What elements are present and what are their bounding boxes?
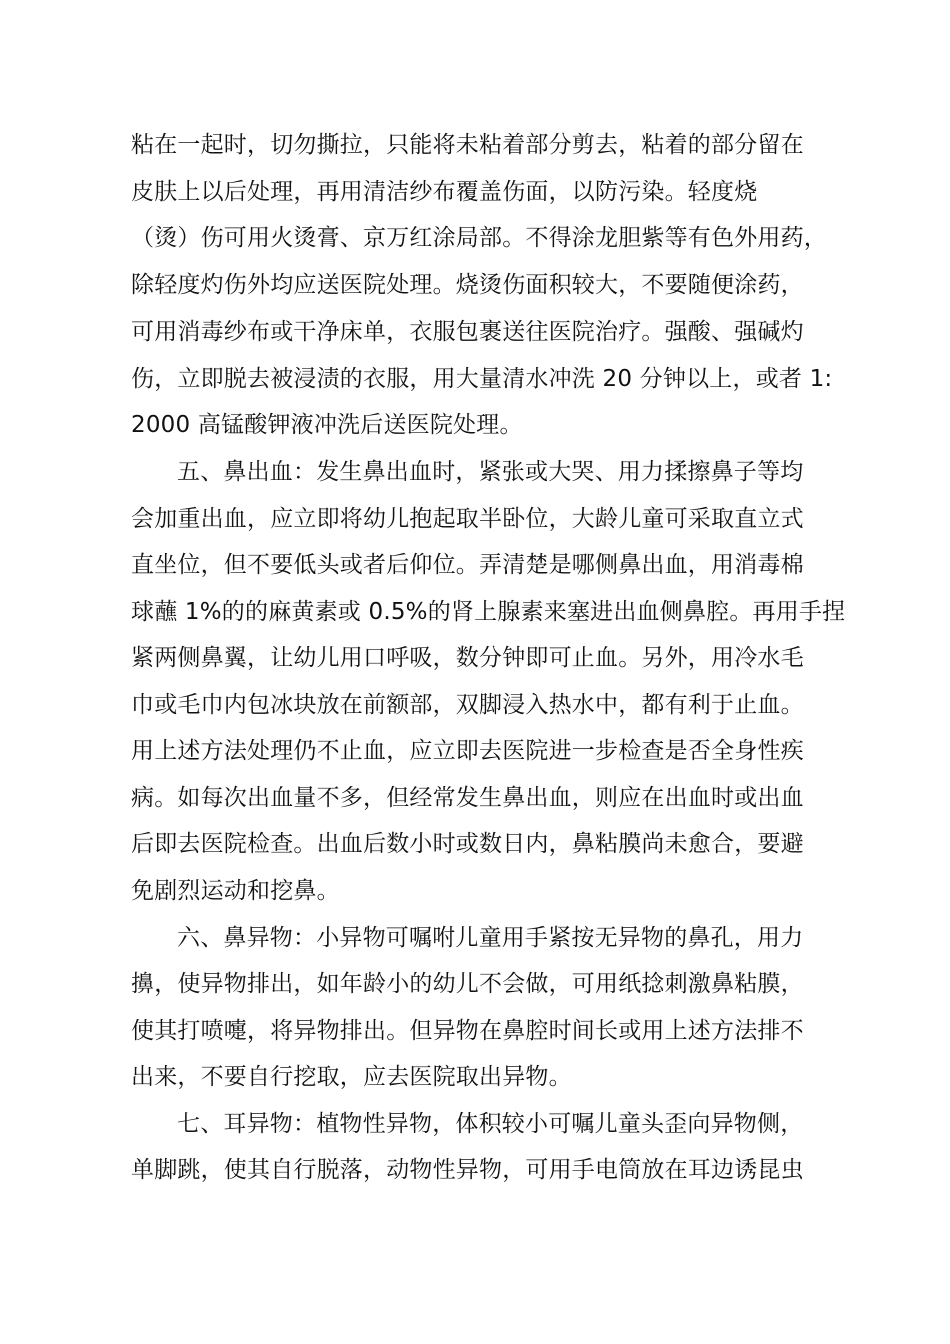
text-line: 皮肤上以后处理，再用清洁纱布覆盖伤面，以防污染。轻度烧 — [131, 179, 758, 205]
text-line: 可用消毒纱布或干净床单，衣服包裹送往医院治疗。强酸、强碱灼 — [131, 319, 804, 345]
text-line: 后即去医院检查。出血后数小时或数日内，鼻粘膜尚未愈合，要避 — [131, 831, 804, 857]
section-heading-line: 五、鼻出血：发生鼻出血时，紧张或大哭、用力揉擦鼻子等均 — [177, 459, 804, 485]
text-line: 紧两侧鼻翼，让幼儿用口呼吸，数分钟即可止血。另外，用冷水毛 — [131, 645, 804, 671]
text-line: 2000 高锰酸钾液冲洗后送医院处理。 — [131, 412, 523, 438]
section-heading-line: 七、耳异物：植物性异物，体积较小可嘱儿童头歪向异物侧， — [177, 1111, 804, 1137]
text-line: 单脚跳，使其自行脱落，动物性异物，可用手电筒放在耳边诱昆虫 — [131, 1157, 804, 1183]
text-line: （烫）伤可用火烫膏、京万红涂局部。不得涂龙胆紫等有色外用药， — [131, 225, 827, 251]
text-line: 病。如每次出血量不多，但经常发生鼻出血，则应在出血时或出血 — [131, 785, 804, 811]
text-line: 除轻度灼伤外均应送医院处理。烧烫伤面积较大，不要随便涂药， — [131, 272, 804, 298]
section-heading-line: 六、鼻异物：小异物可嘱咐儿童用手紧按无异物的鼻孔，用力 — [177, 925, 804, 951]
text-line: 球蘸 1%的的麻黄素或 0.5%的肾上腺素来塞进出血侧鼻腔。再用手捏 — [131, 599, 846, 625]
text-line: 出来，不要自行挖取，应去医院取出异物。 — [131, 1064, 572, 1090]
text-line: 会加重出血，应立即将幼儿抱起取半卧位，大龄儿童可采取直立式 — [131, 506, 804, 532]
text-line: 免剧烈运动和挖鼻。 — [131, 878, 340, 904]
text-line: 使其打喷嚏，将异物排出。但异物在鼻腔时间长或用上述方法排不 — [131, 1018, 804, 1044]
text-line: 巾或毛巾内包冰块放在前额部，双脚浸入热水中，都有利于止血。 — [131, 692, 804, 718]
text-line: 擤，使异物排出，如年龄小的幼儿不会做，可用纸捻刺激鼻粘膜， — [131, 971, 804, 997]
text-line: 伤，立即脱去被浸渍的衣服，用大量清水冲洗 20 分钟以上，或者 1: — [131, 366, 833, 392]
text-line: 粘在一起时，切勿撕拉，只能将未粘着部分剪去，粘着的部分留在 — [131, 132, 804, 158]
text-line: 直坐位，但不要低头或者后仰位。弄清楚是哪侧鼻出血，用消毒棉 — [131, 552, 804, 578]
text-line: 用上述方法处理仍不止血，应立即去医院进一步检查是否全身性疾 — [131, 738, 804, 764]
